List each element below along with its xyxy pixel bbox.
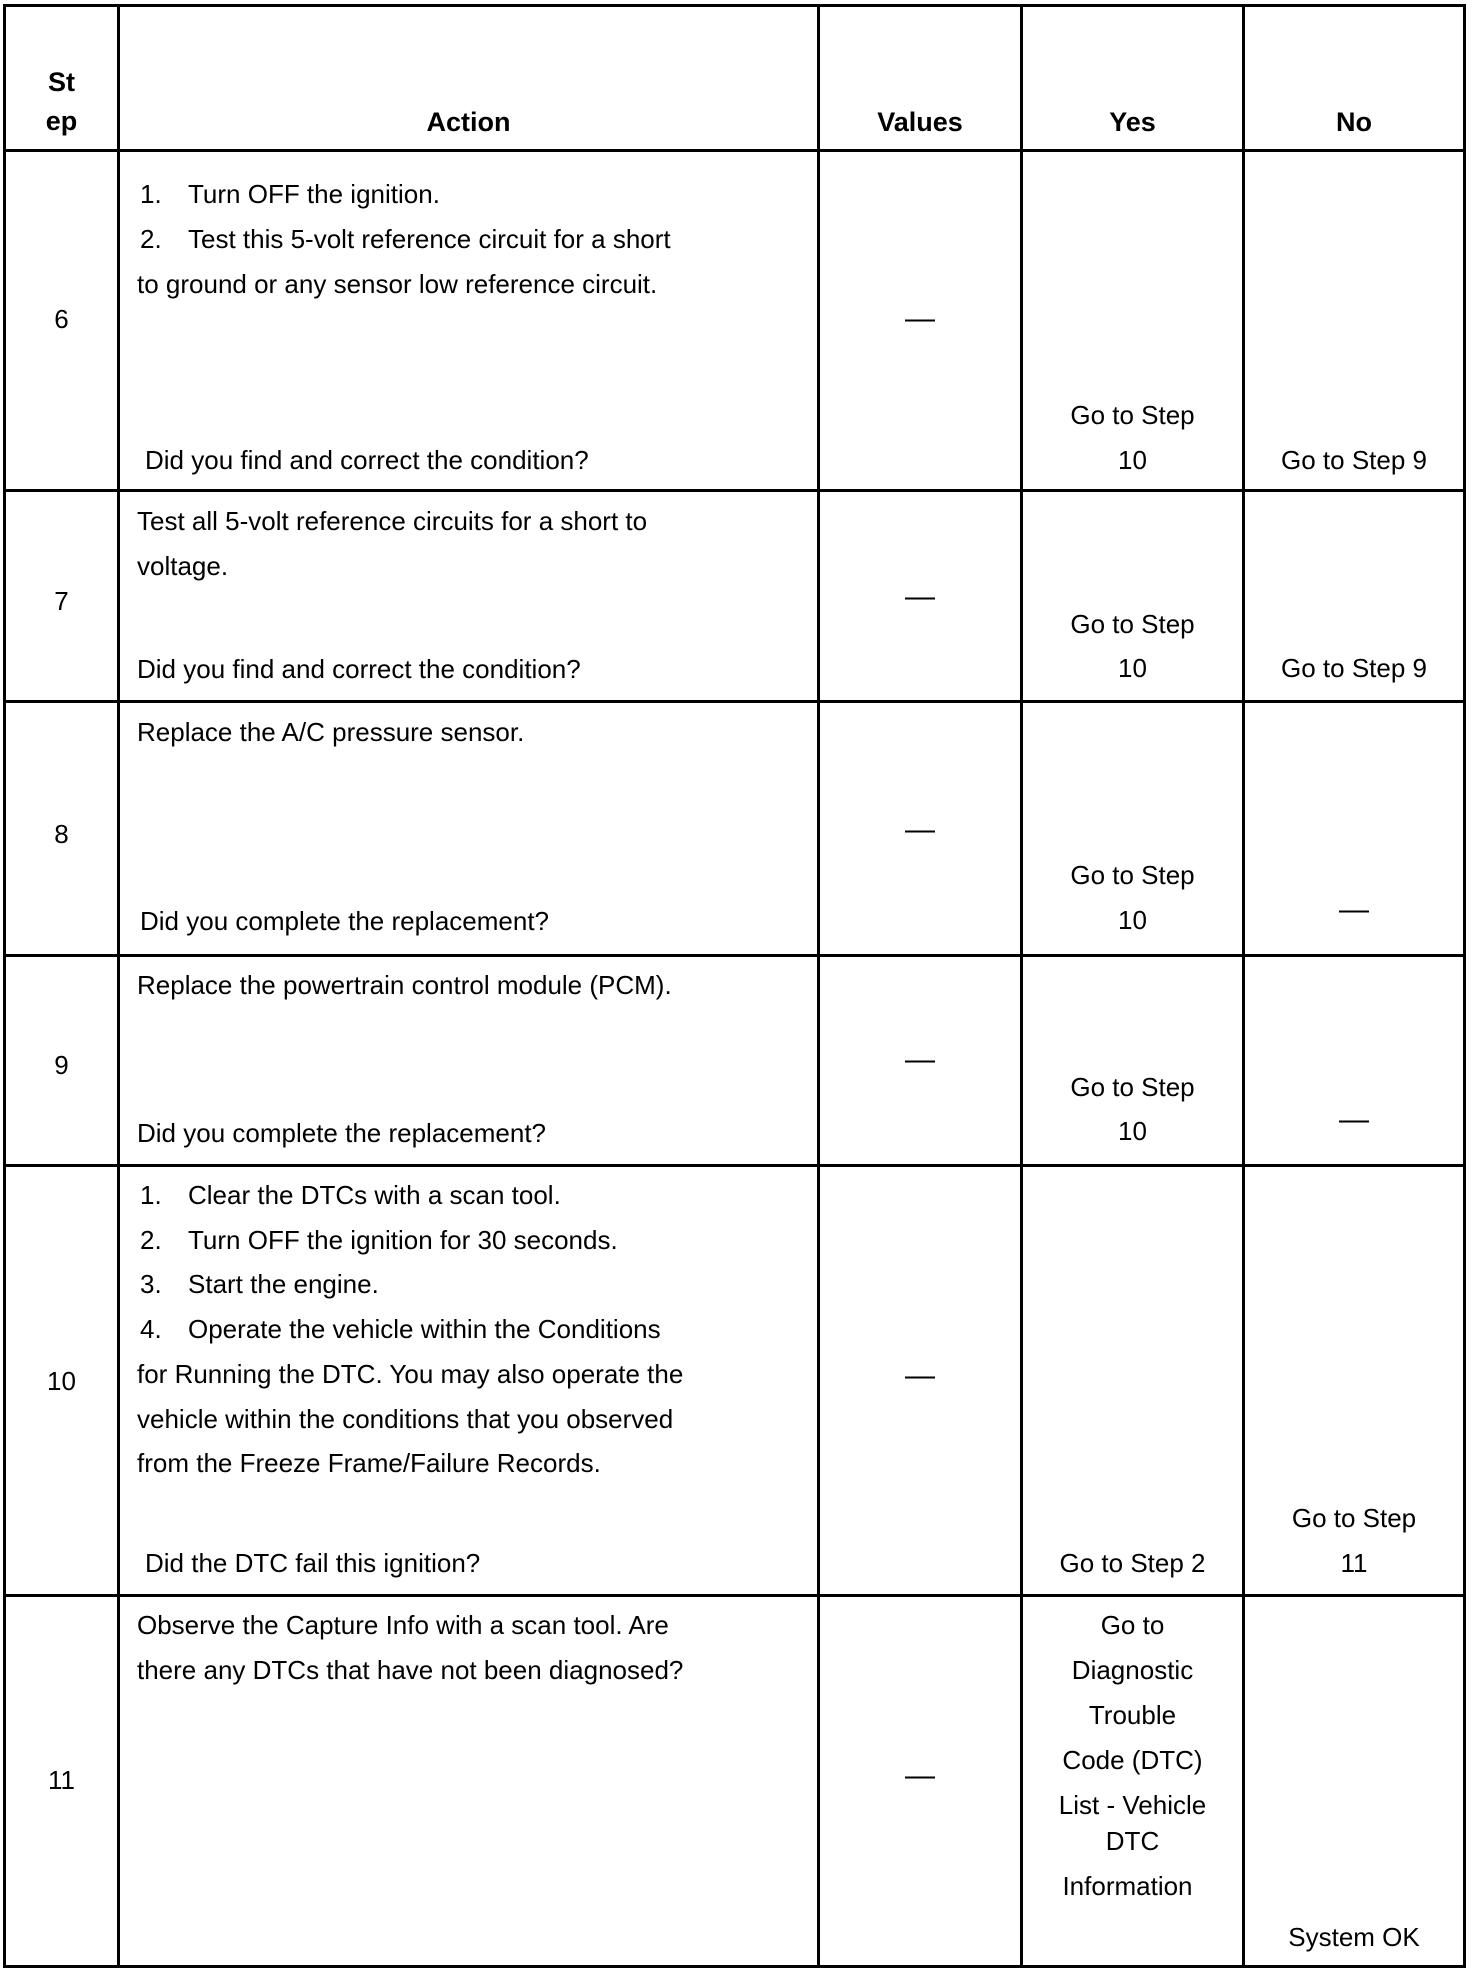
action-text: Operate the vehicle within the Conditions — [188, 1314, 661, 1344]
list-number: 4. — [140, 1314, 162, 1344]
yes-text: 10 — [1118, 905, 1147, 935]
values-cell — [820, 1167, 1023, 1594]
values-dash: — — [905, 1359, 935, 1392]
yes-text: 10 — [1118, 1116, 1147, 1146]
action-line — [140, 1262, 379, 1307]
action-line — [140, 1307, 661, 1352]
action-text: Turn OFF the ignition. — [188, 179, 440, 209]
yes-cell — [1023, 703, 1245, 954]
header-no — [1245, 7, 1463, 149]
no-cell — [1245, 1597, 1463, 1965]
step-number: 7 — [54, 586, 69, 616]
header-step-line1: St — [48, 67, 75, 97]
action-cell — [120, 957, 820, 1164]
action-question: Did you complete the replacement? — [140, 906, 550, 936]
list-number: 1. — [140, 1180, 162, 1210]
yes-cell — [1023, 957, 1245, 1164]
header-action — [120, 7, 820, 149]
values-dash: — — [905, 813, 935, 846]
yes-text: Code (DTC) — [1062, 1745, 1203, 1775]
step-cell — [6, 957, 120, 1164]
diagnostic-table — [3, 4, 1466, 1968]
yes-cell — [1023, 152, 1245, 489]
table-row-step-9 — [6, 957, 1463, 1167]
yes-text: DTC — [1105, 1826, 1160, 1856]
no-dash: — — [1339, 893, 1369, 926]
table-row-step-7 — [6, 492, 1463, 703]
action-line — [140, 217, 671, 262]
header-values — [820, 7, 1023, 149]
yes-text: Information — [1062, 1871, 1193, 1901]
no-dash: — — [1339, 1103, 1369, 1136]
table-row-step-11 — [6, 1597, 1463, 1965]
action-text: there any DTCs that have not been diagnosed? — [137, 1655, 684, 1685]
action-text: vehicle within the conditions that you observed — [137, 1404, 674, 1434]
values-cell — [820, 957, 1023, 1164]
step-cell — [6, 492, 120, 700]
action-text: Turn OFF the ignition for 30 seconds. — [188, 1225, 618, 1255]
step-cell — [6, 1597, 120, 1965]
header-step-line2: ep — [45, 106, 78, 136]
action-text: for Running the DTC. You may also operate the — [137, 1359, 684, 1389]
action-line — [140, 172, 440, 217]
step-number: 11 — [48, 1765, 75, 1795]
action-cell — [120, 1597, 820, 1965]
action-text: voltage. — [137, 551, 229, 581]
action-cell — [120, 152, 820, 489]
action-question: Did you complete the replacement? — [137, 1118, 547, 1148]
step-number: 10 — [47, 1366, 76, 1396]
step-cell — [6, 152, 120, 489]
no-cell — [1245, 957, 1463, 1164]
values-cell — [820, 492, 1023, 700]
yes-cell — [1023, 1597, 1245, 1965]
action-text: Clear the DTCs with a scan tool. — [188, 1180, 561, 1210]
values-dash: — — [905, 302, 935, 335]
values-dash: — — [905, 580, 935, 613]
yes-text: 10 — [1118, 445, 1147, 475]
action-question: Did you find and correct the condition? — [145, 445, 589, 475]
step-number: 8 — [54, 819, 69, 849]
no-cell — [1245, 703, 1463, 954]
action-text: Replace the A/C pressure sensor. — [137, 717, 525, 747]
table-header-row — [6, 7, 1463, 152]
action-text: Observe the Capture Info with a scan tool. Are — [137, 1610, 669, 1640]
yes-text: Go to Step — [1070, 609, 1195, 639]
action-question: Did the DTC fail this ignition? — [145, 1548, 481, 1578]
table-row-step-8 — [6, 703, 1463, 957]
yes-text: List - Vehicle — [1058, 1790, 1207, 1820]
header-step — [6, 7, 120, 149]
list-number: 2. — [140, 224, 162, 254]
yes-text: Go to — [1100, 1610, 1165, 1640]
step-cell — [6, 703, 120, 954]
yes-text: Trouble — [1088, 1700, 1177, 1730]
no-text: Go to Step 9 — [1281, 445, 1427, 475]
values-dash: — — [905, 1759, 935, 1792]
values-cell — [820, 152, 1023, 489]
table-row-step-10 — [6, 1167, 1463, 1597]
values-cell — [820, 703, 1023, 954]
yes-text: Go to Step — [1070, 400, 1195, 430]
no-text: System OK — [1288, 1922, 1420, 1952]
action-text: Test this 5-volt reference circuit for a short — [188, 224, 671, 254]
no-cell — [1245, 152, 1463, 489]
action-text: Replace the powertrain control module (PCM). — [137, 970, 672, 1000]
step-number: 9 — [54, 1050, 69, 1080]
values-cell — [820, 1597, 1023, 1965]
header-values-label: Values — [877, 107, 963, 137]
no-text: Go to Step — [1291, 1503, 1417, 1533]
list-number: 2. — [140, 1225, 162, 1255]
step-cell — [6, 1167, 120, 1594]
no-text: Go to Step 9 — [1281, 653, 1427, 683]
action-cell — [120, 703, 820, 954]
values-dash: — — [905, 1043, 935, 1076]
yes-text: Diagnostic — [1071, 1655, 1194, 1685]
action-cell — [120, 1167, 820, 1594]
no-cell — [1245, 1167, 1463, 1594]
action-question: Did you find and correct the condition? — [137, 654, 581, 684]
action-line — [140, 1218, 618, 1263]
action-text: Test all 5-volt reference circuits for a short to — [137, 506, 648, 536]
yes-text: Go to Step — [1070, 860, 1195, 890]
list-number: 3. — [140, 1269, 162, 1299]
header-yes-label: Yes — [1109, 107, 1156, 137]
yes-text: Go to Step — [1070, 1072, 1195, 1102]
list-number: 1. — [140, 179, 162, 209]
yes-cell — [1023, 492, 1245, 700]
action-text: Start the engine. — [188, 1269, 379, 1299]
no-cell — [1245, 492, 1463, 700]
header-no-label: No — [1336, 107, 1372, 137]
no-text: 11 — [1340, 1548, 1368, 1578]
yes-text: Go to Step 2 — [1059, 1548, 1206, 1578]
yes-text: 10 — [1118, 653, 1147, 683]
action-text: from the Freeze Frame/Failure Records. — [137, 1448, 601, 1478]
action-cell — [120, 492, 820, 700]
action-line — [140, 1173, 561, 1218]
table-row-step-6 — [6, 152, 1463, 492]
header-action-label: Action — [426, 107, 511, 137]
yes-cell — [1023, 1167, 1245, 1594]
action-text: to ground or any sensor low reference circuit. — [137, 269, 658, 299]
step-number: 6 — [54, 304, 69, 334]
header-yes — [1023, 7, 1245, 149]
